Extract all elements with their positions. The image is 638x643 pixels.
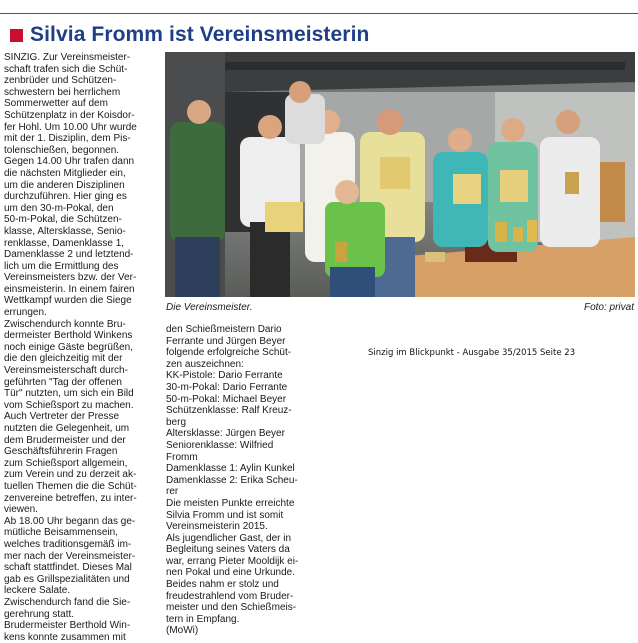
text-line: den Schießmeistern Dario: [166, 324, 282, 335]
text-line: Vereinsmeisterin 2015.: [166, 521, 268, 533]
text-line: Schützenklasse: Ralf Kreuz-: [166, 405, 292, 417]
photo-caption: Die Vereinsmeister.: [166, 302, 253, 313]
text-line: Vereinsmeisters bzw. der Ver-: [4, 272, 137, 284]
text-line: Gegen 14.00 Uhr trafen dann: [4, 156, 135, 168]
top-rule: [0, 13, 638, 14]
text-line: Wettkampf wurden die Siege: [4, 295, 132, 307]
text-line: Begleitung seines Vaters da: [166, 544, 290, 556]
text-line: rer: [166, 486, 179, 498]
group-photo-image: [165, 52, 635, 297]
text-line: Beides nahm er stolz und: [166, 579, 279, 591]
text-line: vom Schießsport zu machen.: [4, 399, 134, 411]
text-line: Geschäftsführerin Fragen: [4, 446, 118, 458]
text-line: tolenschießen, begonnen.: [4, 144, 120, 156]
text-line: freudestrahlend vom Bruder-: [166, 590, 294, 602]
text-line: Tür" nutzten, um sich ein Bild: [4, 388, 134, 400]
text-line: tuellen Themen die die Schüt-: [4, 480, 137, 492]
text-line: durchzuführen. Hier ging es: [4, 191, 127, 203]
text-line: nutzten die Gelegenheit, um: [4, 423, 130, 434]
text-line: Ferrante und Jürgen Beyer: [166, 335, 286, 347]
text-line: klasse, Altersklasse, Senio-: [4, 225, 126, 237]
text-line: zenbrüder und Schützen-: [4, 75, 117, 87]
text-line: Auch Vertreter der Presse: [4, 411, 120, 423]
text-line: welches traditionsgemäß im-: [4, 538, 132, 550]
text-line: meister und den Schießmeis-: [166, 602, 297, 614]
text-line: um den 30-m-Pokal, den: [4, 202, 114, 214]
text-line: mit der 1. Disziplin, dem Pis-: [4, 133, 131, 145]
text-line: schaft stattfindet. Dieses Mal: [4, 562, 132, 574]
text-line: lich um die Ermittlung des: [4, 260, 119, 272]
article-column-2: [166, 324, 318, 637]
text-line: zen auszeichnen:: [166, 358, 244, 370]
text-line: mer nach der Vereinsmeister-: [4, 550, 136, 562]
text-line: Damenklasse 2 und letztend-: [4, 249, 134, 261]
text-line: 50-m-Pokal, die Schützen-: [4, 214, 122, 226]
text-line: dem Brudermeister und der: [4, 434, 126, 446]
text-line: Brudermeister Berthold Win-: [4, 620, 131, 632]
text-line: Altersklasse: Jürgen Beyer: [166, 428, 285, 440]
text-line: einsmeisterin. In einem fairen: [4, 283, 135, 295]
text-line: Seniorenklasse: Wilfried: [166, 439, 274, 451]
text-line: kens konnte zusammen mit: [4, 631, 126, 643]
source-note: Sinzig im Blickpunkt - Ausgabe 35/2015 Seite 23: [368, 348, 576, 358]
text-line: mütliche Beisammensein,: [4, 527, 118, 539]
text-line: Silvia Fromm und ist somit: [166, 509, 284, 521]
text-line: schaft trafen sich die Schüt-: [4, 63, 128, 75]
text-line: fer Hohl. Um 10.00 Uhr wurde: [4, 121, 137, 133]
text-line: Zwischendurch fand die Sie-: [4, 596, 131, 608]
text-line: noch einige Gäste begrüßen,: [4, 341, 133, 353]
article-column-1: [4, 52, 160, 643]
text-line: (MoWi): [166, 625, 199, 637]
text-line: SINZIG. Zur Vereinsmeister-: [4, 52, 131, 63]
text-line: Schützenplatz in der Koisdor-: [4, 109, 135, 121]
text-line: um die anderen Disziplinen: [4, 179, 125, 191]
text-line: dermeister Berthold Winkens: [4, 330, 133, 342]
text-line: die nächsten Mitglieder ein,: [4, 167, 126, 179]
text-line: gab es Grillspezialitäten und: [4, 573, 130, 585]
text-line: Damenklasse 1: Aylin Kunkel: [166, 463, 295, 475]
text-line: KK-Pistole: Dario Ferrante: [166, 370, 283, 382]
text-line: zenvereine betreffen, zu inter-: [4, 492, 137, 504]
text-line: Zwischendurch konnte Bru-: [4, 318, 126, 330]
text-line: gerehrung statt.: [4, 608, 75, 620]
text-line: geführten "Tag der offenen: [4, 376, 122, 388]
photo-credit: Foto: privat: [583, 302, 634, 313]
text-line: war, errang Pieter Mooldijk ei-: [166, 555, 299, 567]
text-line: errungen.: [4, 307, 47, 319]
headline: [10, 22, 369, 48]
headline-text: Silvia Fromm ist Vereinsmeisterin: [30, 23, 370, 46]
text-line: nen Pokal und eine Urkunde.: [166, 567, 295, 579]
text-line: Sommerwetter auf dem: [4, 98, 108, 110]
text-line: tern in Empfang.: [166, 613, 240, 625]
text-line: Ab 18.00 Uhr begann das ge-: [4, 515, 136, 527]
text-line: leckere Salate.: [4, 585, 71, 597]
text-line: schwestern bei herrlichem: [4, 86, 121, 98]
text-line: 30-m-Pokal: Dario Ferrante: [166, 381, 288, 393]
text-line: 50-m-Pokal: Michael Beyer: [166, 393, 287, 405]
text-line: Damenklasse 2: Erika Scheu-: [166, 474, 298, 486]
text-line: Vereinsmeisterschaft durch-: [4, 365, 128, 377]
text-line: zum Verein und zu derzeit ak-: [4, 469, 137, 481]
text-line: Als jugendlicher Gast, der in: [166, 532, 292, 544]
text-line: viewen.: [4, 504, 38, 516]
text-line: renklasse, Damenklasse 1,: [4, 237, 125, 249]
text-line: zum Schießsport allgemein,: [4, 457, 128, 469]
text-line: folgende erfolgreiche Schüt-: [166, 347, 292, 359]
text-line: Die meisten Punkte erreichte: [166, 497, 295, 509]
text-line: die den gleichzeitig mit der: [4, 353, 123, 365]
text-line: Fromm: [166, 451, 198, 463]
text-line: berg: [166, 416, 187, 428]
group-photo: [165, 52, 635, 297]
red-square-icon: [10, 29, 23, 42]
